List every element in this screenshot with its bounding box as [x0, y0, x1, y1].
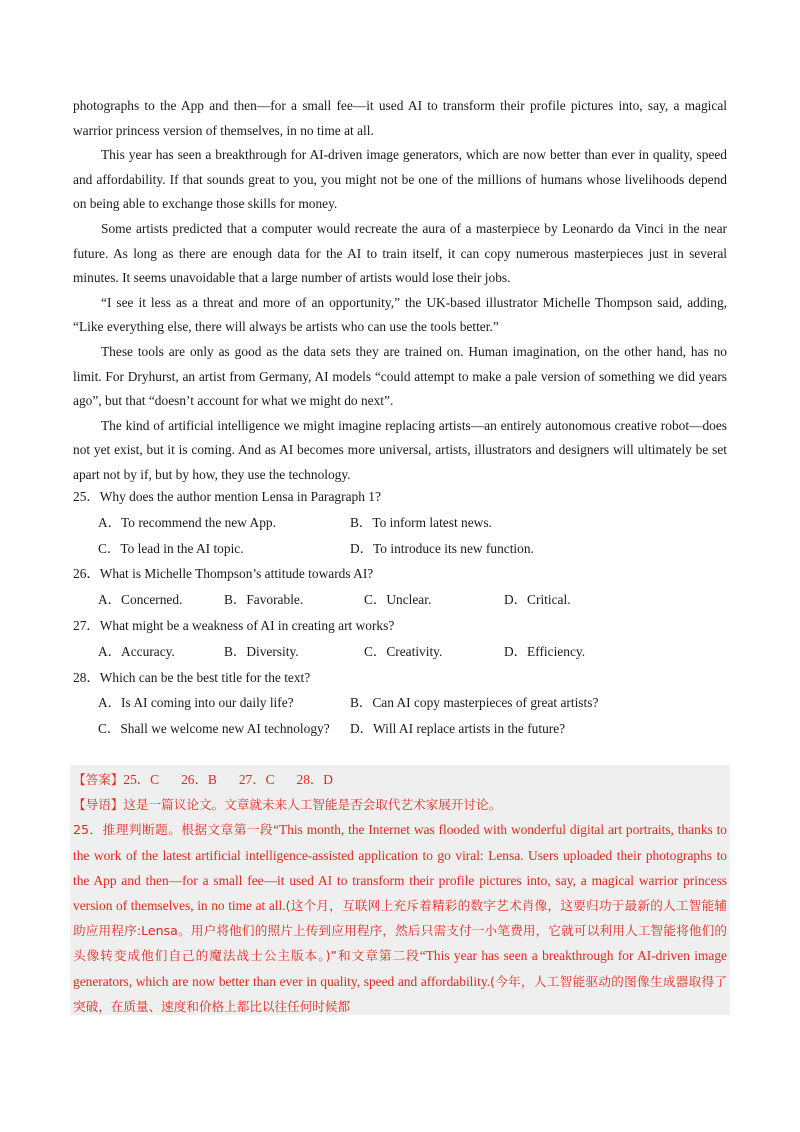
- explanation-label: 25．推理判断题。根据文章第一段: [73, 822, 274, 838]
- option-a: A．Concerned.: [98, 592, 183, 608]
- option-c: C．Unclear.: [364, 592, 432, 608]
- option-d: D．Efficiency.: [504, 643, 586, 659]
- option-c: C．To lead in the AI topic.: [98, 540, 244, 556]
- passage-paragraph: This year has seen a breakthrough for AI-driven image generators, which are now better than ever in quality, speed and affordability. If that sounds great to you, you might not be one of the millions of humans whose livelihoods depend on being able to exchange those skills for money.: [73, 147, 727, 212]
- passage-paragraph: photographs to the App and then—for a small fee—it used AI to transform their profile pictures into, say, a magical warrior princess version of themselves, in no time at all.: [73, 98, 727, 138]
- question-27: [73, 613, 727, 665]
- guide-line: [73, 792, 727, 817]
- option-a: A．Is AI coming into our daily life?: [98, 695, 294, 711]
- explanation-translation: (这个月，互联网上充斥着精彩的数字艺术肖像，这要归功于最新的人工智能辅助应用程序:Lensa。用户将他们的照片上传到应用程序，然后只需支付一小笔费用，它就可以利用人工智能将他们的头像转变成他们自己的魔法战士公主版本。)”和文章第二段: [73, 898, 727, 964]
- answer-item: 26．B: [181, 772, 217, 787]
- question-25: [73, 484, 727, 561]
- answer-item: 25．C: [123, 772, 160, 787]
- passage-paragraph: The kind of artificial intelligence we might imagine replacing artists—an entirely autonomous creative robot—does not yet exist, but it is coming. And as AI becomes more universal, artists, illustrators and designers will ultimately be set apart not by if, but by how, they use the technology.: [73, 417, 727, 482]
- option-d: D．To introduce its new function.: [350, 540, 534, 556]
- question-list: [73, 484, 727, 742]
- question-stem: 26．What is Michelle Thompson’s attitude towards AI?: [73, 566, 374, 582]
- question-28: [73, 665, 727, 742]
- option-c: C．Creativity.: [364, 643, 443, 659]
- question-26: [73, 561, 727, 613]
- option-b: B．To inform latest news.: [350, 514, 492, 530]
- option-d: D．Critical.: [504, 592, 571, 608]
- option-a: A．To recommend the new App.: [98, 514, 276, 530]
- option-b: B．Favorable.: [224, 592, 304, 608]
- option-c: C．Shall we welcome new AI technology?: [98, 721, 330, 737]
- passage-paragraph: Some artists predicted that a computer would recreate the aura of a masterpiece by Leonardo da Vinci in the near future. As long as there are enough data for the AI to train itself, it can copy numerous masterpieces just in several minutes. It seems unavoidable that a large number of artists would lose their jobs.: [73, 220, 727, 286]
- answer-item: 28．D: [296, 772, 333, 787]
- question-stem: 27．What might be a weakness of AI in creating art works?: [73, 617, 395, 633]
- passage-paragraph: “I see it less as a threat and more of an opportunity,” the UK-based illustrator Michelle Thompson said, adding, “Like everything else, there will always be artists who can use the tools better.”: [73, 294, 727, 335]
- question-stem: 25．Why does the author mention Lensa in Paragraph 1?: [73, 489, 381, 504]
- option-d: D．Will AI replace artists in the future?: [350, 721, 566, 737]
- explanation-translation: (今年，人工智能驱动的图像生成器取得了突破，在质量、速度和价格上都比以往任何时候都: [73, 973, 727, 1014]
- guide-text: 这是一篇议论文。文章就未来人工智能是否会取代艺术家展开讨论。: [123, 797, 502, 813]
- answer-line: [73, 767, 727, 792]
- guide-tag: 【导语】: [73, 797, 124, 813]
- option-a: A．Accuracy.: [98, 643, 175, 659]
- option-b: B．Diversity.: [224, 643, 299, 659]
- explanation-quote: “This year has seen a breakthrough for AI-driven image generators, which are now better than ever in quality, speed and affordability.: [73, 948, 727, 989]
- answer-section: [73, 767, 727, 1019]
- answer-item: 27．C: [238, 772, 275, 787]
- option-b: B．Can AI copy masterpieces of great artists?: [350, 695, 599, 711]
- explanation-quote: “This month, the Internet was flooded with wonderful digital art portraits, thanks to the work of the latest artificial intelligence-assisted application to go viral: Lensa. Users uploaded their photographs to the App and then—for a small fee—it used AI to transform their profile pictures into, say, a magical warrior princess version of themselves, in no time at all.: [73, 822, 728, 914]
- reading-passage: [73, 94, 727, 488]
- explanation-25: [73, 817, 727, 1019]
- question-stem: 28．Which can be the best title for the text?: [73, 669, 311, 685]
- passage-paragraph: These tools are only as good as the data sets they are trained on. Human imagination, on the other hand, has no limit. For Dryhurst, an artist from Germany, AI models “could attempt to make a pale version of something we did years ago”, but that “doesn’t account for what we might do next”.: [73, 343, 727, 409]
- answer-tag: 【答案】: [73, 772, 124, 787]
